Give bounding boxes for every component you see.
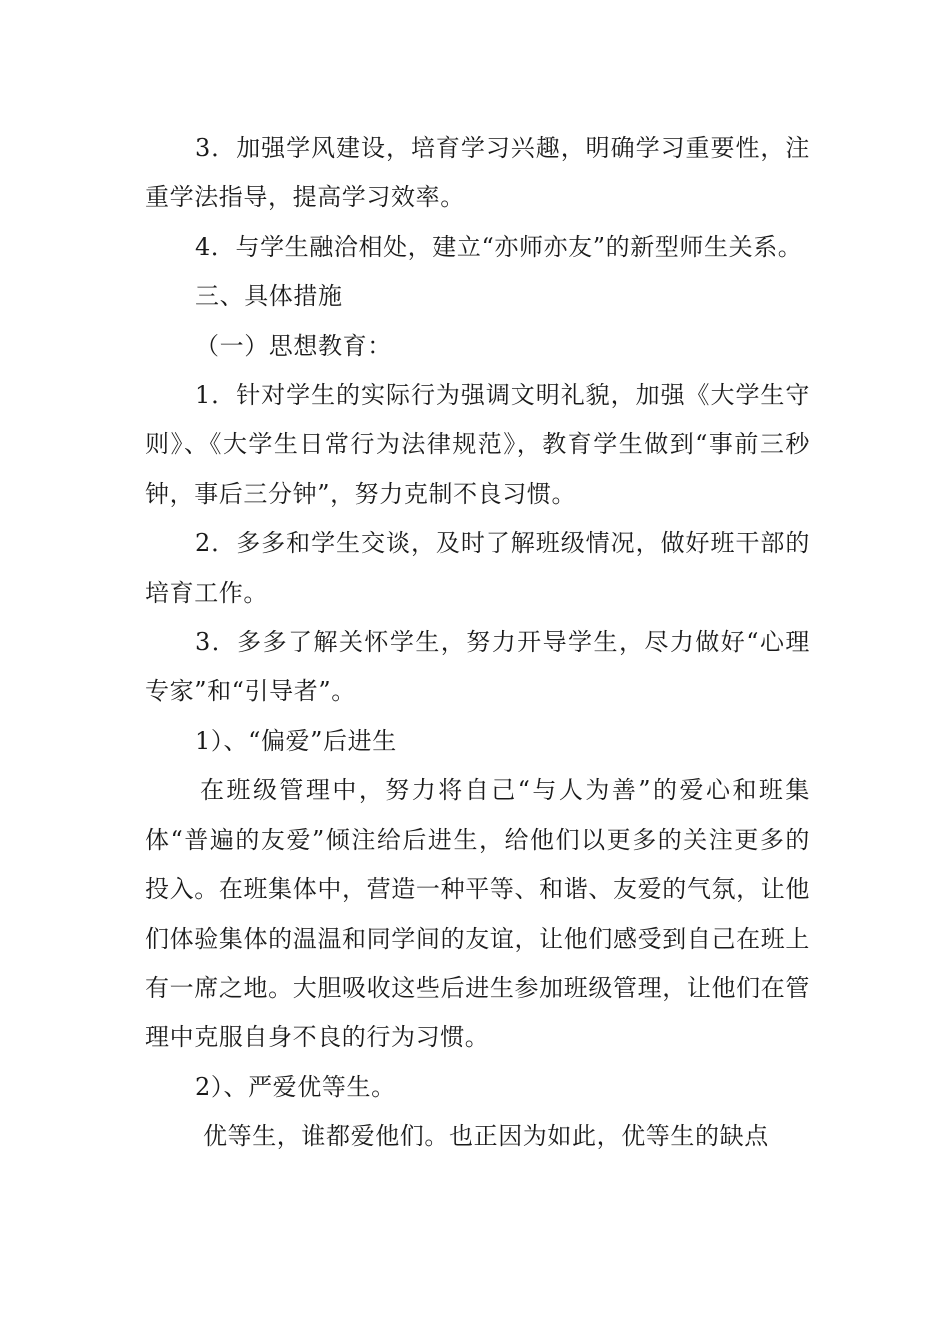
paragraph-goal-4: 4．与学生融洽相处，建立“亦师亦友”的新型师生关系。 xyxy=(195,232,803,261)
paragraph-measure-2: 2．多多和学生交谈，及时了解班级情况，做好班干部的培育工作。 xyxy=(145,529,810,607)
paragraph-lagging-students: 在班级管理中，努力将自己“与人为善”的爱心和班集体“普遍的友爱”倾注给后进生，给他们以更多的关注更多的投入。在班集体中，营造一种平等、和谐、友爱的气氛，让他们体验集体的温温和同学间的友谊，让他们感受到自己在班上有一席之地。大胆吸收这些后进生参加班级管理，让他们在管理中克服自身不良的行为习惯。 xyxy=(145,776,810,1052)
section-heading-measures: 三、具体措施 xyxy=(195,282,343,311)
paragraph-measure-1: 1．针对学生的实际行为强调文明礼貌，加强《大学生守则》、《大学生日常行为法律规范》，教育学生做到“事前三秒钟，事后三分钟”，努力克制不良习惯。 xyxy=(145,381,810,508)
item-heading-top-students: 2）、严爱优等生。 xyxy=(195,1072,396,1101)
paragraph-top-students: 优等生，谁都爱他们。也正因为如此，优等生的缺点 xyxy=(203,1122,769,1151)
paragraph-measure-3: 3．多多了解关怀学生，努力开导学生，尽力做好“心理专家”和“引导者”。 xyxy=(145,628,810,706)
document-body xyxy=(145,124,810,1162)
subsection-heading-ideological-education: （一）思想教育： xyxy=(195,331,392,360)
item-heading-lagging-students: 1）、“偏爱”后进生 xyxy=(195,726,397,755)
paragraph-goal-3: 3．加强学风建设，培育学习兴趣，明确学习重要性，注重学法指导，提高学习效率。 xyxy=(145,134,810,212)
